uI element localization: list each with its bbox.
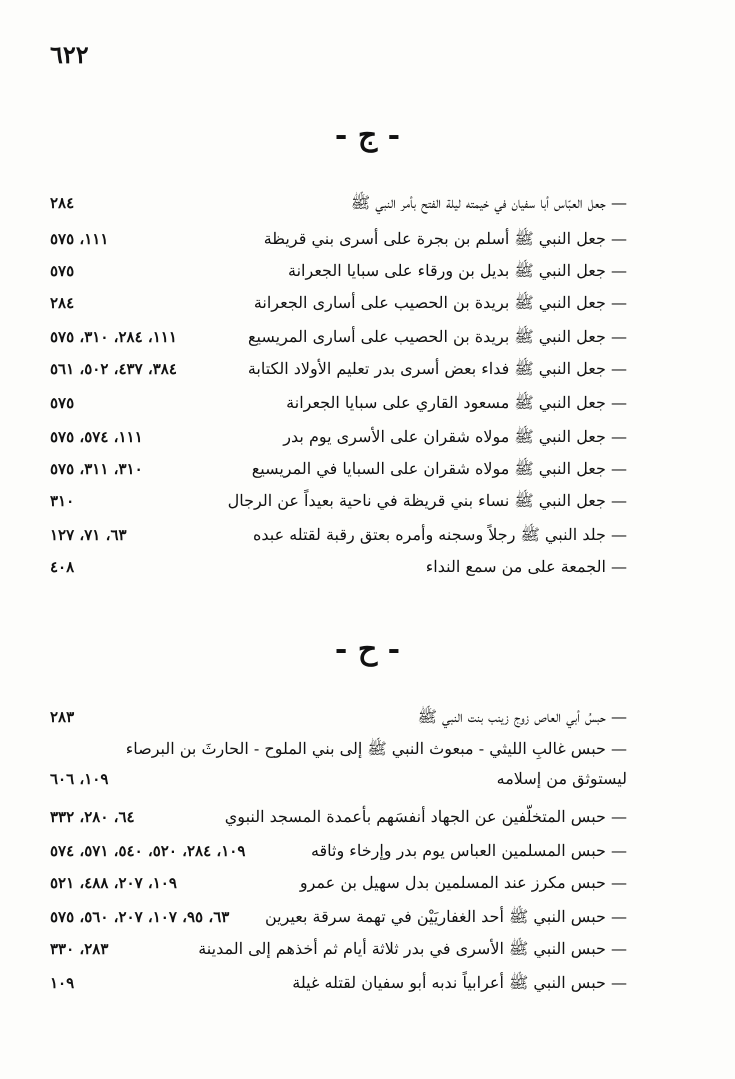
entry-pages: ٥٧٥ bbox=[50, 262, 75, 280]
index-entry bbox=[0, 520, 735, 550]
index-entry bbox=[0, 354, 735, 384]
entry-text: — جعل النبي ﷺ مولاه شقران على السبايا في المريسيع bbox=[251, 459, 627, 478]
index-entry bbox=[0, 968, 735, 998]
index-entry bbox=[0, 702, 735, 732]
entry-pages: ٦٣، ٧١، ١٢٧ bbox=[50, 526, 127, 544]
entry-pages: ١٠٩، ٢٨٤، ٥٢٠، ٥٤٠، ٥٧١، ٥٧٤ bbox=[50, 842, 246, 860]
entry-pages: ٦٤، ٢٨٠، ٣٣٢ bbox=[50, 808, 135, 826]
entry-text: — حبس غالبِ الليثي - مبعوث النبي ﷺ إلى بني الملوح - الحارثَ بن البرصاء bbox=[125, 739, 627, 758]
entry-text: — جعل النبي ﷺ بريدة بن الحصيب على أسارى الجعرانة bbox=[253, 293, 627, 312]
section-heading-haa: - ح - bbox=[334, 632, 401, 667]
index-entry bbox=[0, 288, 735, 318]
entry-pages: ٣١٠، ٣١١، ٥٧٥ bbox=[50, 460, 143, 478]
entry-text-continuation: ليستوثق من إسلامه bbox=[496, 769, 627, 788]
entry-text: — جعل النبي ﷺ بديل بن ورقاء على سبايا الجعرانة bbox=[288, 261, 627, 280]
entry-text: — جعل النبي ﷺ مسعود القاري على سبايا الجعرانة bbox=[286, 393, 627, 412]
index-entry bbox=[0, 902, 735, 932]
entry-pages: ٣٨٤، ٤٣٧، ٥٠٢، ٥٦١ bbox=[50, 360, 177, 378]
index-entry bbox=[0, 552, 735, 582]
entry-text: — حبس النبي ﷺ أحد الغفاريَيْن في تهمة سرقة بعيرين bbox=[264, 907, 627, 926]
entry-pages: ٣١٠ bbox=[50, 492, 75, 510]
entry-text: — حبس المسلمين العباس يوم بدر وإرخاء وثاقه bbox=[310, 841, 627, 860]
entry-pages: ٢٨٤ bbox=[50, 294, 75, 312]
entry-pages: ٢٨٣ bbox=[50, 708, 75, 726]
entry-pages: ٢٨٤ bbox=[50, 194, 75, 212]
entry-pages: ١٠٩، ٢٠٧، ٤٨٨، ٥٢١ bbox=[50, 874, 177, 892]
index-entry bbox=[0, 868, 735, 898]
index-entry bbox=[0, 454, 735, 484]
entry-text: — حبسُ أبي العاص زوج زينب بنت النبي ﷺ bbox=[417, 707, 627, 726]
page-number: ٦٢٢ bbox=[50, 40, 89, 69]
index-entry bbox=[0, 422, 735, 452]
index-entry bbox=[0, 256, 735, 286]
entry-pages: ٦٣، ٩٥، ١٠٧، ٢٠٧، ٥٦٠، ٥٧٥ bbox=[50, 908, 230, 926]
entry-pages: ٥٧٥ bbox=[50, 394, 75, 412]
entry-pages: ١٠٩ bbox=[50, 974, 75, 992]
entry-pages: ٢٨٣، ٣٣٠ bbox=[50, 940, 109, 958]
entry-text: — جلد النبي ﷺ رجلاً وسجنه وأمره بعتق رقبة لقتله عبده bbox=[252, 525, 627, 544]
section-heading-jeem: - ج - bbox=[334, 118, 401, 153]
index-entry bbox=[0, 486, 735, 516]
index-entry bbox=[0, 388, 735, 418]
entry-text: — الجمعة على من سمع النداء bbox=[425, 557, 627, 576]
entry-pages: ١١١، ٢٨٤، ٣١٠، ٥٧٥ bbox=[50, 328, 177, 346]
index-entry bbox=[0, 188, 735, 218]
entry-text: — حبس النبي ﷺ الأسرى في بدر ثلاثة أيام ثم أخذهم إلى المدينة bbox=[198, 939, 627, 958]
entry-text: — جعل النبي ﷺ أسلم بن بجرة على أسرى بني قريظة bbox=[263, 229, 627, 248]
entry-text: — حبس النبي ﷺ أعرابياً ندبه أبو سفيان لقتله غيلة bbox=[292, 973, 627, 992]
entry-text: — جعل العبّاس أبا سفيان في خيمته ليلة الفتح بأمر النبي ﷺ bbox=[350, 193, 627, 212]
entry-pages: ١١١، ٥٧٥ bbox=[50, 230, 109, 248]
index-entry bbox=[0, 802, 735, 832]
entry-text: — جعل النبي ﷺ بريدة بن الحصيب على أسارى المريسيع bbox=[248, 327, 627, 346]
entry-text: — جعل النبي ﷺ نساء بني قريظة في ناحية بعيداً عن الرجال bbox=[227, 491, 627, 510]
index-entry bbox=[0, 734, 735, 794]
index-entry bbox=[0, 934, 735, 964]
entry-pages: ١١١، ٥٧٤، ٥٧٥ bbox=[50, 428, 143, 446]
entry-pages: ١٠٩، ٦٠٦ bbox=[50, 770, 109, 788]
entry-text: — حبس المتخلّفين عن الجهاد أنفسَهم بأعمدة المسجد النبوي bbox=[224, 807, 627, 826]
entry-text: — حبس مكرز عند المسلمين بدل سهيل بن عمرو bbox=[299, 873, 627, 892]
entry-text: — جعل النبي ﷺ فداء بعض أسرى بدر تعليم الأولاد الكتابة bbox=[247, 359, 627, 378]
index-entry bbox=[0, 836, 735, 866]
index-entry bbox=[0, 322, 735, 352]
entry-text: — جعل النبي ﷺ مولاه شقران على الأسرى يوم بدر bbox=[283, 427, 627, 446]
entry-pages: ٤٠٨ bbox=[50, 558, 75, 576]
index-entry bbox=[0, 224, 735, 254]
